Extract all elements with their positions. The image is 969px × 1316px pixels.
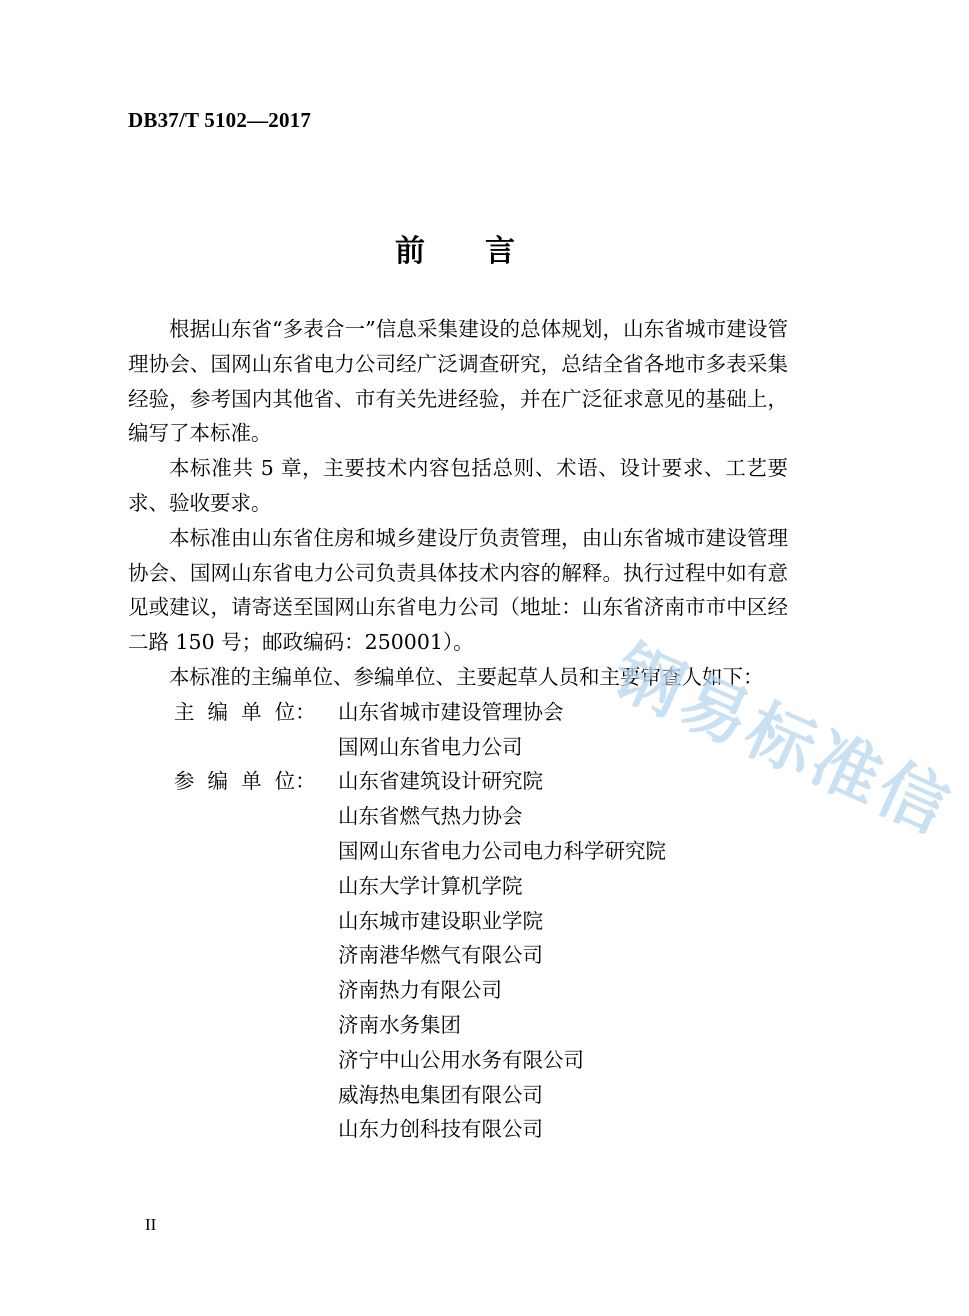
co-editor-label: 参 编 单 位： — [174, 769, 316, 794]
unit-row — [128, 695, 788, 730]
unit-row — [128, 904, 788, 939]
unit-name: 国网山东省电力公司 — [338, 734, 523, 759]
unit-row — [128, 799, 788, 834]
unit-row — [128, 973, 788, 1008]
unit-row — [128, 764, 788, 799]
unit-name: 济南港华燃气有限公司 — [338, 943, 543, 968]
unit-row — [128, 1008, 788, 1043]
unit-row — [128, 1078, 788, 1113]
unit-row — [128, 938, 788, 973]
unit-name: 山东大学计算机学院 — [338, 873, 523, 898]
unit-row — [128, 1112, 788, 1147]
unit-name: 山东省燃气热力协会 — [338, 804, 523, 829]
document-body — [128, 312, 788, 1147]
unit-row — [128, 834, 788, 869]
unit-name: 山东力创科技有限公司 — [338, 1117, 543, 1142]
chief-editor-label: 主 编 单 位： — [174, 699, 316, 724]
unit-name: 国网山东省电力公司电力科学研究院 — [338, 838, 666, 863]
unit-row — [128, 730, 788, 765]
standard-code: DB37/T 5102—2017 — [128, 108, 312, 132]
paragraph-units-intro: 本标准的主编单位、参编单位、主要起草人员和主要审查人如下： — [169, 664, 764, 689]
paragraph-chapters: 本标准共 5 章，主要技术内容包括总则、术语、设计要求、工艺要求、验收要求。 — [128, 456, 788, 515]
paragraph-management: 本标准由山东省住房和城乡建设厅负责管理，由山东省城市建设管理协会、国网山东省电力公司负责具体技术内容的解释。执行过程中如有意见或建议，请寄送至国网山东省电力公司（地址：山东省济南市市中区经二路 150 号；邮政编码：250001）。 — [128, 525, 788, 655]
unit-name: 山东省城市建设管理协会 — [338, 699, 564, 724]
unit-row — [128, 869, 788, 904]
paragraph-planning: 根据山东省“多表合一”信息采集建设的总体规划，山东省城市建设管理协会、国网山东省电力公司经广泛调查研究，总结全省各地市多表采集经验，参考国内其他省、市有关先进经验，并在广泛征求意见的基础上，编写了本标准。 — [128, 317, 788, 446]
unit-name: 济宁中山公用水务有限公司 — [338, 1047, 584, 1072]
chief-editor-units — [128, 695, 788, 765]
watermark: 钢易标准信 — [601, 631, 963, 851]
unit-name: 济南水务集团 — [338, 1012, 461, 1037]
unit-name: 山东城市建设职业学院 — [338, 908, 543, 933]
unit-row — [128, 1043, 788, 1078]
unit-name: 威海热电集团有限公司 — [338, 1082, 543, 1107]
unit-name: 济南热力有限公司 — [338, 978, 502, 1003]
co-editor-units — [128, 764, 788, 1147]
page-title: 前言 — [395, 234, 575, 269]
unit-name: 山东省建筑设计研究院 — [338, 769, 543, 794]
page-number: II — [145, 1215, 157, 1234]
